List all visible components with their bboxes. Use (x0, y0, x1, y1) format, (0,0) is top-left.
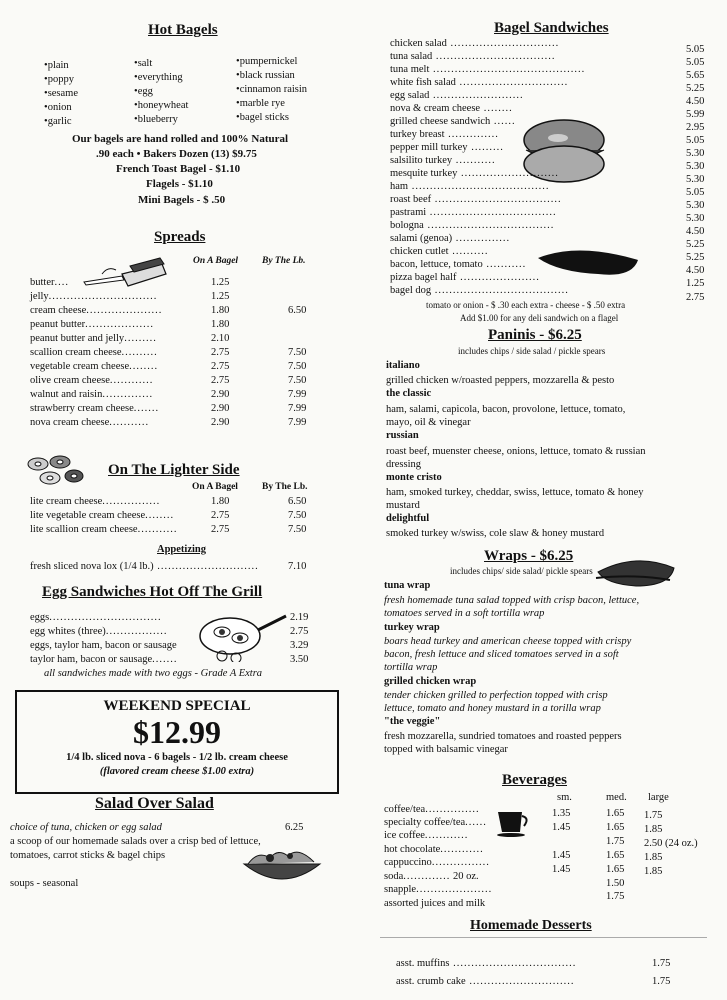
lighter-item: lite scallion cream cheese........... (30, 524, 178, 535)
bagel-flavor: • onion (44, 102, 72, 113)
butter-knife-illustration (82, 252, 170, 292)
sandwich-item: grilled cheese sandwich ...... (390, 116, 516, 127)
spread-name: peanut butter (30, 319, 86, 330)
bev-sm-price: 1.35 (552, 808, 571, 819)
spread-item: scallion cream cheese.......... (30, 347, 158, 358)
egg-note: all sandwiches made with two eggs - Grade A Extra (44, 668, 263, 679)
sandwich-item: ham ...................................... (390, 181, 550, 192)
sandwich-name: chicken cutlet (390, 246, 449, 257)
soups-seasonal: soups - seasonal (10, 878, 79, 889)
bev-lg-price: 1.75 (644, 810, 663, 821)
egg-item: egg whites (three)................. (30, 626, 168, 637)
egg-sandwiches-title: Egg Sandwiches Hot Off The Grill (42, 584, 263, 600)
bagels-illustration (26, 452, 86, 488)
wraps-title: Wraps - $6.25 (484, 548, 574, 564)
panini-desc: mustard (386, 500, 420, 511)
weekend-special-price: $12.99 (133, 714, 221, 750)
spread-bagel-price: 1.25 (211, 277, 230, 288)
bagel-flavor: • salt (134, 58, 152, 69)
sandwich-name: grilled cheese sandwich (390, 116, 491, 127)
wrap-name: grilled chicken wrap (384, 676, 477, 687)
sandwich-price: 5.99 (686, 109, 705, 120)
spreads-title: Spreads (154, 229, 206, 245)
sandwich-name: pepper mill turkey (390, 142, 468, 153)
spread-lb-price: 7.99 (288, 417, 307, 428)
flagel-surcharge: Add $1.00 for any deli sandwich on a flagel (460, 313, 619, 323)
bev-med-price: 1.65 (606, 808, 625, 819)
panini-name: russian (386, 430, 419, 441)
spread-name: olive cream cheese (30, 375, 110, 386)
bev-med-price: 1.75 (606, 836, 625, 847)
spread-item: walnut and raisin.............. (30, 389, 154, 400)
sandwich-price: 5.30 (686, 161, 705, 172)
sandwich-item: pizza bagel half ...................... (390, 272, 540, 283)
bev-item: cappuccino................ (384, 857, 490, 868)
lighter-side-title: On The Lighter Side (108, 462, 240, 478)
bev-item: ice coffee............ (384, 830, 469, 841)
bagel-flavor: • black russian (236, 70, 295, 81)
spread-bagel-price: 1.80 (211, 319, 230, 330)
bev-med-price: 1.65 (606, 864, 625, 875)
sandwich-price: 1.25 (686, 278, 705, 289)
appetizing-title: Appetizing (157, 544, 207, 555)
bev-item: coffee/tea............... (384, 804, 480, 815)
panini-name: delightful (386, 513, 430, 524)
spread-lb-price: 7.50 (288, 361, 307, 372)
bev-name: coffee/tea (384, 804, 426, 815)
bev-lg-price: 1.85 (644, 824, 663, 835)
sandwich-item: nova & cream cheese ........ (390, 103, 513, 114)
wrap-name: tuna wrap (384, 580, 431, 591)
sandwich-item: tuna melt .......................................... (390, 64, 586, 75)
sandwich-item: bologna ................................... (390, 220, 555, 231)
sandwich-price: 5.25 (686, 83, 705, 94)
sandwich-price: 5.30 (686, 148, 705, 159)
egg-name: eggs (30, 612, 50, 623)
sandwich-item: roast beef ................................... (390, 194, 562, 205)
egg-name: eggs, taylor ham, bacon or sausage (30, 640, 177, 651)
mini-bagels-price: Mini Bagels - $ .50 (138, 194, 226, 206)
wraps-includes: includes chips/ side salad/ pickle spears (450, 566, 593, 576)
panini-desc: smoked turkey w/swiss, cole slaw & honey mustard (386, 528, 605, 539)
dessert-name: asst. crumb cake (396, 976, 466, 987)
salad-title: Salad Over Salad (95, 795, 214, 812)
bagel-sandwiches-title: Bagel Sandwiches (494, 20, 609, 36)
spread-item: olive cream cheese............ (30, 375, 154, 386)
sandwich-price: 5.25 (686, 252, 705, 263)
wrap-desc: tomatoes served in a soft tortilla wrap (384, 608, 545, 619)
lighter-lb-price: 6.50 (288, 496, 307, 507)
bagel-flavor: • bagel sticks (236, 112, 289, 123)
egg-price: 3.50 (290, 654, 309, 665)
sandwich-name: tuna melt (390, 64, 430, 75)
bagel-flavor: • pumpernickel (236, 56, 297, 67)
spread-bagel-price: 1.25 (211, 291, 230, 302)
wrap-desc: tender chicken grilled to perfection topped with crisp (384, 690, 608, 701)
salad-desc-1: a scoop of our homemade salads over a crisp bed of lettuce, (10, 836, 261, 847)
bagel-flavor: • cinnamon raisin (236, 84, 307, 95)
panini-desc: ham, salami, capicola, bacon, provolone, lettuce, tomato, (386, 404, 626, 415)
sandwich-item: pepper mill turkey ......... (390, 142, 504, 153)
sandwich-name: turkey breast (390, 129, 445, 140)
bev-name: assorted juices and milk (384, 898, 486, 909)
wrap-desc: bacon, fresh lettuce and sliced tomatoes served in a soft (384, 649, 619, 660)
sandwich-price: 5.05 (686, 187, 705, 198)
bev-lg-price: 1.85 (644, 852, 663, 863)
bagel-flavor: • plain (44, 60, 69, 71)
lighter-col-bagel: On A Bagel (192, 482, 238, 492)
spread-lb-price: 7.50 (288, 347, 307, 358)
dessert-price: 1.75 (652, 958, 671, 969)
spread-item: butter.... (30, 277, 69, 288)
sandwich-item: salsilito turkey ........... (390, 155, 496, 166)
spread-name: nova cream cheese (30, 417, 110, 428)
skillet-illustration (192, 606, 288, 662)
sandwich-price: 2.75 (686, 292, 705, 303)
egg-item: taylor ham, bacon or sausage....... (30, 654, 178, 665)
bev-col-sm: sm. (557, 792, 572, 803)
spread-bagel-price: 1.80 (211, 305, 230, 316)
spread-name: scallion cream cheese (30, 347, 122, 358)
spread-name: jelly (30, 291, 49, 302)
lighter-lb-price: 7.50 (288, 524, 307, 535)
wrap-name: "the veggie" (384, 716, 441, 727)
wrap-name: turkey wrap (384, 622, 440, 633)
lighter-name: lite scallion cream cheese (30, 524, 138, 535)
sandwich-item: chicken salad .............................. (390, 38, 560, 49)
spread-name: walnut and raisin (30, 389, 103, 400)
spread-lb-price: 7.99 (288, 403, 307, 414)
sandwich-price: 4.50 (686, 96, 705, 107)
lighter-item: lite cream cheese................ (30, 496, 161, 507)
sandwich-name: pastrami (390, 207, 427, 218)
spread-name: strawberry cream cheese (30, 403, 134, 414)
egg-price: 3.29 (290, 640, 309, 651)
lighter-col-lb: By The Lb. (262, 482, 308, 492)
spread-name: peanut butter and jelly (30, 333, 125, 344)
dessert-item: asst. crumb cake ............................. (396, 976, 575, 987)
section-divider (380, 937, 707, 938)
spread-name: vegetable cream cheese (30, 361, 130, 372)
bev-sm-price: 1.45 (552, 864, 571, 875)
dessert-name: asst. muffins (396, 958, 450, 969)
panini-desc: ham, smoked turkey, cheddar, swiss, lettuce, tomato & honey (386, 487, 644, 498)
bagel-flavor: • garlic (44, 116, 72, 127)
bev-name: soda (384, 871, 404, 882)
paninis-title: Paninis - $6.25 (488, 327, 582, 343)
sandwich-price: 5.05 (686, 57, 705, 68)
spread-bagel-price: 2.75 (211, 361, 230, 372)
sandwich-item: bagel dog ..................................... (390, 285, 569, 296)
sandwich-price: 5.65 (686, 70, 705, 81)
spread-bagel-price: 2.75 (211, 347, 230, 358)
sandwich-price: 5.30 (686, 174, 705, 185)
sandwich-price: 4.50 (686, 265, 705, 276)
sandwich-item: turkey breast .............. (390, 129, 499, 140)
bev-col-med: med. (606, 792, 627, 803)
bagels-natural-note: Our bagels are hand rolled and 100% Natural (72, 133, 289, 145)
sandwich-name: bologna (390, 220, 424, 231)
weekend-special-note: (flavored cream cheese $1.00 extra) (99, 766, 255, 777)
dessert-price: 1.75 (652, 976, 671, 987)
sandwich-name: egg salad (390, 90, 430, 101)
sandwich-name: ham (390, 181, 409, 192)
dessert-item: asst. muffins .................................. (396, 958, 577, 969)
wrap-desc: topped with balsamic vinegar (384, 744, 508, 755)
lighter-name: lite cream cheese (30, 496, 103, 507)
sandwich-price: 5.30 (686, 213, 705, 224)
bev-item: snapple..................... (384, 884, 493, 895)
appetizing-price: 7.10 (288, 561, 307, 572)
bagel-flavor: • poppy (44, 74, 74, 85)
spread-item: nova cream cheese........... (30, 417, 150, 428)
sandwich-item: egg salad ......................... (390, 90, 524, 101)
sandwich-item: tuna salad ................................. (390, 51, 556, 62)
panini-desc: mayo, oil & vinegar (386, 417, 471, 428)
sandwich-item: salami (genoa) ............... (390, 233, 511, 244)
wrap-desc: boars head turkey and american cheese topped with crispy (384, 636, 632, 647)
spread-bagel-price: 2.90 (211, 403, 230, 414)
salad-desc-2: tomatoes, carrot sticks & bagel chips (10, 850, 166, 861)
bev-med-price: 1.50 (606, 878, 625, 889)
spread-bagel-price: 2.90 (211, 389, 230, 400)
wrap-desc: tortilla wrap (384, 662, 438, 673)
spread-item: peanut butter and jelly......... (30, 333, 157, 344)
sandwich-item: bacon, lettuce, tomato ........... (390, 259, 527, 270)
sandwich-item: chicken cutlet .......... (390, 246, 489, 257)
hot-bagels-title: Hot Bagels (148, 22, 218, 38)
lighter-name: lite vegetable cream cheese (30, 510, 146, 521)
bev-item: hot chocolate............ (384, 844, 484, 855)
bev-item (384, 898, 485, 909)
bagel-flavor: • egg (134, 86, 153, 97)
bev-size: 20 oz. (453, 871, 479, 882)
sandwich-price: 5.05 (686, 135, 705, 146)
spreads-col-bagel: On A Bagel (193, 256, 239, 266)
sandwich-price: 4.50 (686, 226, 705, 237)
flagels-price: Flagels - $1.10 (146, 178, 213, 190)
bev-item: soda............. 20 oz. (384, 871, 479, 882)
spread-name: butter (30, 277, 55, 288)
coffee-cup-illustration (494, 808, 532, 838)
bev-med-price: 1.65 (606, 822, 625, 833)
weekend-special-box (15, 690, 339, 794)
bev-med-price: 1.75 (606, 891, 625, 902)
egg-price: 2.19 (290, 612, 309, 623)
sandwich-name: bacon, lettuce, tomato (390, 259, 483, 270)
sandwich-name: salami (genoa) (390, 233, 453, 244)
bev-sm-price: 1.45 (552, 822, 571, 833)
desserts-title: Homemade Desserts (470, 918, 592, 933)
salad-bowl-illustration (240, 846, 322, 888)
spread-lb-price: 6.50 (288, 305, 307, 316)
bev-med-price: 1.65 (606, 850, 625, 861)
appetizing-name: fresh sliced nova lox (1/4 lb.) (30, 561, 154, 572)
bev-col-lg: large (648, 792, 669, 803)
panini-desc: roast beef, muenster cheese, onions, lettuce, tomato & russian (386, 446, 646, 457)
paninis-includes: includes chips / side salad / pickle spears (458, 346, 606, 356)
wrap-desc: fresh homemade tuna salad topped with crisp bacon, lettuce, (384, 595, 640, 606)
sandwich-name: mesquite turkey (390, 168, 458, 179)
spread-item: jelly.............................. (30, 291, 158, 302)
sandwich-name: salsilito turkey (390, 155, 453, 166)
bev-name: cappuccino (384, 857, 432, 868)
bagel-flavor: • marble rye (236, 98, 285, 109)
panini-name: italiano (386, 360, 420, 371)
lighter-bagel-price: 1.80 (211, 496, 230, 507)
spreads-col-lb: By The Lb. (262, 256, 306, 266)
spread-item: strawberry cream cheese....... (30, 403, 160, 414)
bagel-flavor: • honeywheat (134, 100, 188, 111)
wrap-desc: lettuce, tomato and honey mustard in a torilla wrap (384, 703, 601, 714)
lighter-lb-price: 7.50 (288, 510, 307, 521)
sandwich-price: 5.30 (686, 200, 705, 211)
bev-lg-price: 1.85 (644, 866, 663, 877)
weekend-special-title: WEEKEND SPECIAL (103, 698, 251, 714)
sandwich-name: nova & cream cheese (390, 103, 481, 114)
bagel-flavor: • blueberry (134, 114, 178, 125)
sandwich-name: chicken salad (390, 38, 447, 49)
bev-sm-price: 1.45 (552, 850, 571, 861)
egg-item: eggs............................... (30, 612, 162, 623)
bev-name: specialty coffee/tea (384, 817, 466, 828)
spread-item: vegetable cream cheese........ (30, 361, 159, 372)
sandwich-price: 2.95 (686, 122, 705, 133)
sandwich-name: pizza bagel half (390, 272, 457, 283)
wrap-illustration (592, 554, 678, 590)
weekend-special-desc: 1/4 lb. sliced nova - 6 bagels - 1/2 lb. cream cheese (66, 752, 288, 763)
sandwich-extras: tomato or onion - $ .30 each extra - cheese - $ .50 extra (426, 300, 626, 310)
spread-lb-price: 7.50 (288, 375, 307, 386)
bev-name: hot chocolate (384, 844, 441, 855)
egg-item (30, 640, 177, 651)
sandwich-price: 5.05 (686, 44, 705, 55)
sandwich-name: roast beef (390, 194, 432, 205)
sandwich-item: mesquite turkey ........................... (390, 168, 559, 179)
sandwich-name: white fish salad (390, 77, 456, 88)
bagel-flavor: • sesame (44, 88, 78, 99)
egg-name: egg whites (three) (30, 626, 106, 637)
bev-item: specialty coffee/tea...... (384, 817, 487, 828)
panini-name: the classic (386, 388, 432, 399)
bagel-flavor: • everything (134, 72, 183, 83)
salad-price: 6.25 (285, 822, 304, 833)
sandwich-item: white fish salad .............................. (390, 77, 569, 88)
egg-price: 2.75 (290, 626, 309, 637)
sandwich-name: tuna salad (390, 51, 433, 62)
beverages-title: Beverages (502, 772, 567, 788)
wrap-desc: fresh mozzarella, sundried tomatoes and roasted peppers (384, 731, 622, 742)
egg-name: taylor ham, bacon or sausage (30, 654, 153, 665)
spread-bagel-price: 2.10 (211, 333, 230, 344)
panini-desc: grilled chicken w/roasted peppers, mozzarella & pesto (386, 375, 615, 386)
spread-bagel-price: 2.90 (211, 417, 230, 428)
bakers-dozen-price: .90 each • Bakers Dozen (13) $9.75 (96, 148, 257, 160)
bev-name: snapple (384, 884, 417, 895)
lighter-bagel-price: 2.75 (211, 510, 230, 521)
spread-bagel-price: 2.75 (211, 375, 230, 386)
sandwich-price: 5.25 (686, 239, 705, 250)
bev-name: ice coffee (384, 830, 425, 841)
sandwich-item: pastrami ................................... (390, 207, 557, 218)
sandwich-name: bagel dog (390, 285, 432, 296)
spread-item: peanut butter................... (30, 319, 154, 330)
spread-item: cream cheese..................... (30, 305, 163, 316)
spread-lb-price: 7.99 (288, 389, 307, 400)
appetizing-item: fresh sliced nova lox (1/4 lb.) ............................ (30, 561, 259, 572)
lighter-item: lite vegetable cream cheese........ (30, 510, 175, 521)
spread-name: cream cheese (30, 305, 87, 316)
bev-lg-price: 2.50 (24 oz.) (644, 838, 698, 849)
hotdog-illustration (532, 244, 642, 276)
salad-choice: choice of tuna, chicken or egg salad (10, 822, 162, 833)
french-toast-bagel: French Toast Bagel - $1.10 (116, 163, 241, 175)
lighter-bagel-price: 2.75 (211, 524, 230, 535)
panini-desc: dressing (386, 459, 421, 470)
panini-name: monte cristo (386, 472, 442, 483)
